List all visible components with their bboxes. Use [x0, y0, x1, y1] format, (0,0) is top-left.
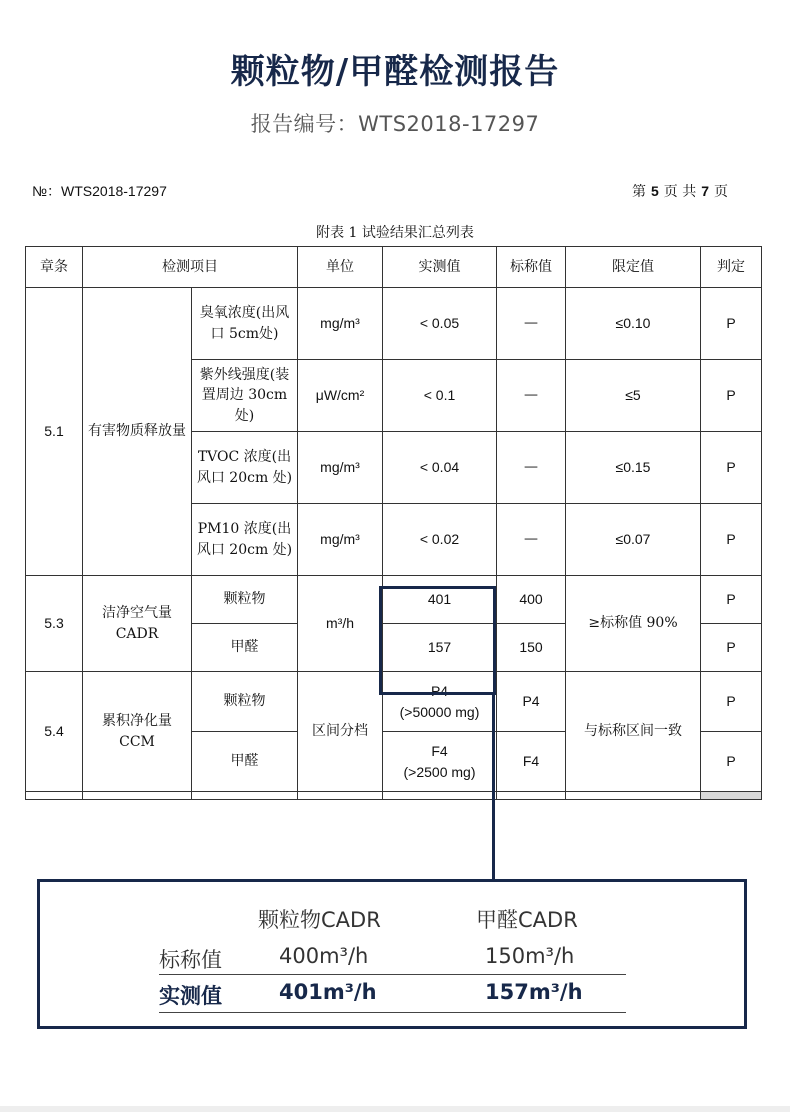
nominal-cell: —: [497, 360, 566, 432]
unit-cell: μW/cm²: [298, 360, 383, 432]
measured-cell: < 0.04: [383, 432, 497, 504]
summary-nominal-pm: 400m³/h: [279, 944, 369, 968]
measured-cell: < 0.05: [383, 288, 497, 360]
header-nominal: 标称值: [497, 247, 566, 288]
table-cut-edge: [26, 792, 762, 800]
header-limit: 限定值: [566, 247, 701, 288]
limit-cell: ≤0.10: [566, 288, 701, 360]
table-header-row: [26, 247, 762, 288]
result-cell: P: [701, 672, 762, 732]
report-title: 颗粒物/甲醛检测报告: [230, 52, 560, 92]
item-cell: 颗粒物: [192, 576, 298, 624]
unit-cell: m³/h: [298, 576, 383, 672]
summary-divider: [159, 1012, 626, 1013]
header-result: 判定: [701, 247, 762, 288]
limit-cell: ≤5: [566, 360, 701, 432]
nominal-cell: F4: [497, 732, 566, 792]
page-current: 5: [650, 183, 659, 199]
measured-cell: < 0.02: [383, 504, 497, 576]
clause-cell: 5.3: [26, 576, 83, 672]
header-clause: 章条: [26, 247, 83, 288]
summary-col-pm: 颗粒物CADR: [258, 908, 381, 932]
section-name-cell: 有害物质释放量: [83, 288, 192, 576]
item-cell: TVOC 浓度(出风口 20cm 处): [192, 432, 298, 504]
summary-measured-pm: 401m³/h: [279, 980, 377, 1004]
limit-cell: ≤0.07: [566, 504, 701, 576]
item-cell: 紫外线强度(装置周边 30cm 处): [192, 360, 298, 432]
cadr-summary-panel: [37, 879, 747, 1029]
report-number-subtitle: 报告编号：WTS2018-17297: [250, 112, 540, 136]
item-cell: 臭氧浓度(出风口 5cm处): [192, 288, 298, 360]
measured-cell: < 0.1: [383, 360, 497, 432]
measured-grade: F4: [431, 743, 448, 760]
item-cell: 甲醛: [192, 732, 298, 792]
measured-cell: 157: [383, 624, 497, 672]
summary-nominal-hcho: 150m³/h: [485, 944, 575, 968]
measured-cell: 401: [383, 576, 497, 624]
clause-cell: 5.1: [26, 288, 83, 576]
summary-measured-label: 实测值: [159, 984, 222, 1008]
result-cell: P: [701, 576, 762, 624]
results-table: [25, 246, 762, 800]
result-cell: P: [701, 432, 762, 504]
result-cell: P: [701, 624, 762, 672]
page-suffix: 页: [714, 184, 728, 200]
clause-cell: 5.4: [26, 672, 83, 792]
nominal-cell: P4: [497, 672, 566, 732]
limit-cell: ≤0.15: [566, 432, 701, 504]
nominal-cell: 400: [497, 576, 566, 624]
page-prefix: 第: [631, 184, 646, 200]
nominal-cell: 150: [497, 624, 566, 672]
header-unit: 单位: [298, 247, 383, 288]
nominal-cell: —: [497, 432, 566, 504]
result-cell: P: [701, 732, 762, 792]
section-name-cell: 洁净空气量 CADR: [83, 576, 192, 672]
page-bottom-bar: [0, 1106, 790, 1112]
summary-nominal-label: 标称值: [159, 948, 222, 972]
header-test-item: 检测项目: [83, 247, 298, 288]
section-name-cell: 累积净化量 CCM: [83, 672, 192, 792]
nominal-cell: —: [497, 288, 566, 360]
document-number: №：WTS2018-17297: [32, 183, 167, 199]
measured-range: (>2500 mg): [403, 763, 476, 780]
measured-range: (>50000 mg): [399, 703, 480, 720]
highlight-connector-line: [492, 692, 495, 880]
result-cell: P: [701, 504, 762, 576]
summary-measured-hcho: 157m³/h: [485, 980, 583, 1004]
result-cell: P: [701, 360, 762, 432]
unit-cell: mg/m³: [298, 288, 383, 360]
page-indicator: [632, 181, 728, 201]
header-measured: 实测值: [383, 247, 497, 288]
result-cell: P: [701, 288, 762, 360]
unit-cell: 区间分档: [298, 672, 383, 792]
unit-cell: mg/m³: [298, 432, 383, 504]
measured-cell: [383, 732, 497, 792]
nominal-cell: —: [497, 504, 566, 576]
unit-cell: mg/m³: [298, 504, 383, 576]
table-caption: 附表 1 试验结果汇总列表: [316, 225, 474, 241]
page-total: 7: [701, 183, 709, 199]
summary-divider: [159, 974, 626, 975]
limit-cell: 与标称区间一致: [566, 672, 701, 792]
page-mid: 页 共: [663, 184, 697, 200]
table-row: [26, 288, 762, 360]
measured-grade: P4: [430, 683, 449, 700]
item-cell: 甲醛: [192, 624, 298, 672]
item-cell: PM10 浓度(出风口 20cm 处): [192, 504, 298, 576]
limit-cell: ≥标称值 90%: [566, 576, 701, 672]
item-cell: 颗粒物: [192, 672, 298, 732]
cadr-highlight-box: [379, 586, 496, 695]
summary-col-hcho: 甲醛CADR: [476, 908, 578, 932]
